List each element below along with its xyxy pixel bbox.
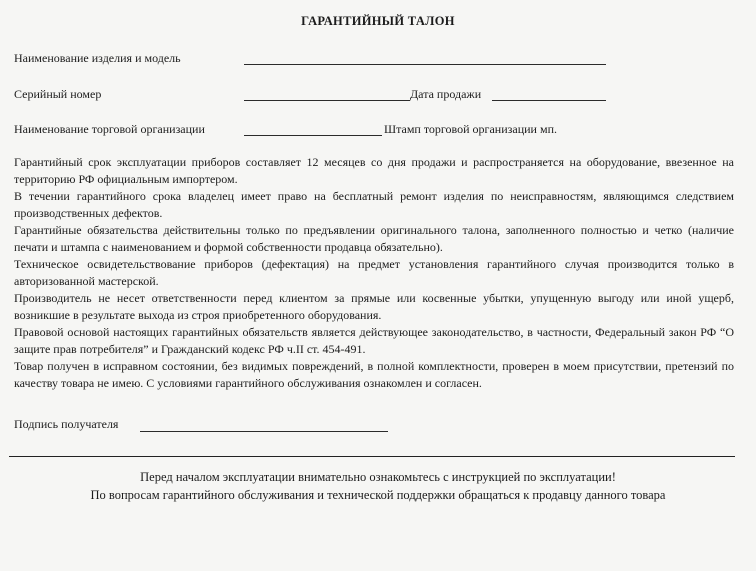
signature-field-line[interactable]	[140, 431, 388, 432]
terms-paragraph: В течении гарантийного срока владелец имеет право на бесплатный ремонт изделия по неисправностям, являющимся следствием производственных дефектов.	[14, 189, 734, 220]
product-label: Наименование изделия и модель	[14, 51, 181, 65]
product-field-line[interactable]	[244, 64, 606, 65]
page-title: ГАРАНТИЙНЫЙ ТАЛОН	[301, 14, 455, 28]
terms-paragraph: Техническое освидетельствование приборов (дефектация) на предмет установления гарантийного случая производится только в авторизованной мастерской.	[14, 257, 734, 288]
footer-instruction: Перед началом эксплуатации внимательно ознакомьтесь с инструкцией по эксплуатации!	[140, 470, 616, 484]
org-label: Наименование торговой организации	[14, 122, 205, 136]
terms-paragraph: Гарантийный срок эксплуатации приборов составляет 12 месяцев со дня продажи и распространяется на оборудование, ввезенное на территорию РФ официальным импортером.	[14, 155, 734, 186]
warranty-terms	[14, 154, 734, 392]
org-field-line[interactable]	[244, 135, 382, 136]
terms-paragraph: Гарантийные обязательства действительны только по предъявлении оригинального талона, заполненного полностью и четко (наличие печати и штампа с наименованием и формой собственности продавца обязательно).	[14, 223, 734, 254]
terms-paragraph: Производитель не несет ответственности перед клиентом за прямые или косвенные убытки, упущенную выгоду или иной ущерб, возникшие в результате выхода из строя приобретенного оборудования.	[14, 291, 734, 322]
signature-label: Подпись получателя	[14, 417, 119, 431]
terms-paragraph: Правовой основой настоящих гарантийных обязательств является действующее законодательство, в частности, Федеральный закон РФ “О защите прав потребителя” и Гражданский кодекс РФ ч.II ст. 454-491.	[14, 325, 734, 356]
terms-paragraph: Товар получен в исправном состоянии, без видимых повреждений, в полной комплектности, проверен в моем присутствии, претензий по качеству товара не имею. С условиями гарантийного обслуживания ознакомлен и согласен.	[14, 359, 734, 390]
sale-date-field-line[interactable]	[492, 100, 606, 101]
divider	[9, 456, 735, 457]
serial-field-line[interactable]	[244, 100, 410, 101]
stamp-label: Штамп торговой организации мп.	[384, 122, 557, 136]
footer-support: По вопросам гарантийного обслуживания и технической поддержки обращаться к продавцу данного товара	[90, 488, 666, 502]
sale-date-label: Дата продажи	[410, 87, 482, 101]
serial-label: Серийный номер	[14, 87, 102, 101]
